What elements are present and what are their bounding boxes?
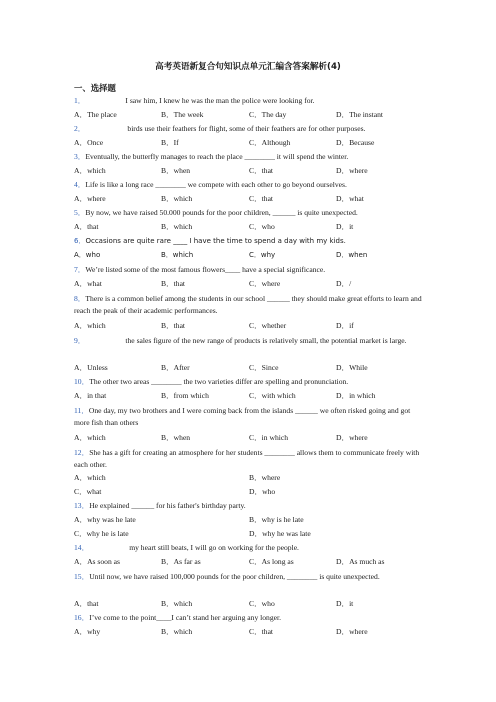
option-d[interactable]: D．Because: [336, 138, 375, 147]
question-number: 9．: [74, 336, 86, 345]
question-text: She has a gift for creating an atmosphere for her students ________ allows them to communicate freely with each other.: [74, 448, 420, 469]
page-title: 高考英语新复合句知识点单元汇编含答案解析(4): [155, 62, 341, 72]
question-7: [74, 266, 424, 274]
question-number: 6．: [74, 237, 86, 245]
question-number: 4．: [74, 180, 86, 189]
question-13: [74, 502, 424, 510]
option-d[interactable]: D．if: [336, 321, 354, 330]
option-b[interactable]: B．when: [161, 433, 191, 442]
question-text: He explained ______ for his father's birthday party.: [89, 501, 246, 510]
option-c[interactable]: C．who: [249, 222, 275, 231]
option-c[interactable]: C．Since: [249, 363, 279, 372]
question-11: [74, 405, 424, 429]
question-number: 2．: [74, 124, 86, 133]
options-row: [74, 195, 424, 205]
option-c[interactable]: C．what: [74, 487, 102, 496]
option-d[interactable]: D．it: [336, 599, 354, 608]
options-row: [74, 558, 424, 568]
options-row: [74, 223, 424, 233]
question-16: [74, 614, 424, 622]
option-b[interactable]: B．where: [249, 473, 281, 482]
question-15: [74, 571, 424, 583]
options-row: [74, 252, 424, 262]
question-text: birds use their feathers for flight, some of their feathers are for other purposes.: [127, 124, 366, 133]
option-c[interactable]: C．with which: [249, 391, 296, 400]
option-a[interactable]: A．who: [74, 251, 101, 259]
option-b[interactable]: B．from which: [161, 391, 209, 400]
question-number: 12．: [74, 448, 90, 457]
question-number: 1．: [74, 96, 86, 105]
option-c[interactable]: C．that: [249, 627, 274, 636]
options-row: [74, 280, 424, 290]
option-d[interactable]: D．when: [336, 251, 368, 259]
question-number: 10．: [74, 377, 90, 386]
question-number: 3．: [74, 152, 86, 161]
option-d[interactable]: D．/: [336, 279, 352, 288]
option-b[interactable]: B．which: [161, 194, 193, 203]
option-d[interactable]: D．who: [249, 487, 276, 496]
question-number: 16．: [74, 613, 90, 622]
option-a[interactable]: A．Unless: [74, 363, 108, 372]
option-a[interactable]: A．why: [74, 627, 101, 636]
option-b[interactable]: B．which: [161, 599, 193, 608]
options-row: [74, 474, 424, 484]
option-d[interactable]: D．As much as: [336, 557, 385, 566]
option-a[interactable]: A．The place: [74, 110, 117, 119]
option-b[interactable]: B．when: [161, 166, 191, 175]
option-a[interactable]: A．which: [74, 433, 106, 442]
option-c[interactable]: C．who: [249, 599, 275, 608]
option-a[interactable]: A．where: [74, 194, 106, 203]
question-number: 8．: [74, 294, 86, 303]
option-d[interactable]: D．in which: [336, 391, 376, 400]
option-c[interactable]: C．why he is late: [74, 529, 129, 538]
option-d[interactable]: D．where: [336, 627, 368, 636]
options-row: [74, 322, 424, 332]
option-a[interactable]: A．which: [74, 321, 106, 330]
options-row: [74, 392, 424, 402]
options-row: [74, 139, 424, 149]
option-d[interactable]: D．While: [336, 363, 368, 372]
question-number: 14．: [74, 543, 90, 552]
option-c[interactable]: C．why: [249, 251, 276, 259]
question-number: 7．: [74, 265, 86, 274]
question-text: Until now, we have raised 100,000 pounds for the poor children, ________ is quite unexpected.: [89, 572, 380, 581]
option-a[interactable]: A．Once: [74, 138, 104, 147]
option-b[interactable]: B．which: [161, 222, 193, 231]
question-12: [74, 447, 424, 471]
option-a[interactable]: A．in that: [74, 391, 107, 400]
question-text: The other two areas ________ the two varieties differ are spelling and pronunciation.: [89, 377, 349, 386]
option-c[interactable]: C．where: [249, 279, 281, 288]
question-text: Eventually, the butterfly manages to reach the place ________ it will spend the winter.: [85, 152, 349, 161]
option-c[interactable]: C．that: [249, 166, 274, 175]
options-row: [74, 600, 424, 610]
option-a[interactable]: A．As soon as: [74, 557, 120, 566]
option-b[interactable]: B．If: [161, 138, 179, 147]
question-text: I saw him, I knew he was the man the police were looking for.: [125, 96, 315, 105]
option-c[interactable]: C．whether: [249, 321, 287, 330]
option-d[interactable]: D．where: [336, 166, 368, 175]
option-b[interactable]: B．which: [161, 627, 193, 636]
section-heading: 一、选择题: [74, 83, 116, 93]
question-4: [74, 181, 424, 189]
option-b[interactable]: B．that: [161, 279, 186, 288]
question-8: [74, 293, 424, 317]
option-b[interactable]: B．After: [161, 363, 190, 372]
question-number: 11．: [74, 406, 89, 415]
option-c[interactable]: C．that: [249, 194, 274, 203]
option-b[interactable]: B．which: [161, 251, 194, 259]
option-b[interactable]: B．As far as: [161, 557, 201, 566]
option-d[interactable]: D．it: [336, 222, 354, 231]
option-a[interactable]: A．that: [74, 222, 99, 231]
option-c[interactable]: C．As long as: [249, 557, 294, 566]
question-text: I’ve come to the point____I can’t stand her arguing any longer.: [89, 613, 282, 622]
option-b[interactable]: B．that: [161, 321, 186, 330]
question-text: We’re listed some of the most famous flowers____ have a special significance.: [85, 265, 326, 274]
option-c[interactable]: C．The day: [249, 110, 287, 119]
options-row: [74, 530, 424, 540]
option-d[interactable]: D．where: [336, 433, 368, 442]
question-1: [74, 97, 424, 105]
question-10: [74, 378, 424, 386]
option-c[interactable]: C．Although: [249, 138, 291, 147]
option-a[interactable]: A．what: [74, 279, 102, 288]
option-c[interactable]: C．in which: [249, 433, 289, 442]
question-6: [74, 238, 424, 245]
question-9: [74, 335, 424, 347]
option-a[interactable]: A．that: [74, 599, 99, 608]
question-text: One day, my two brothers and I were coming back from the islands ______ we often risked going and got more fish than others: [74, 406, 411, 427]
option-a[interactable]: A．why was he late: [74, 515, 136, 524]
question-text: By now, we have raised 50.000 pounds for the poor children, ______ is quite unexpected.: [85, 208, 358, 217]
question-text: There is a common belief among the students in our school ______ they should make great efforts to learn and reach the peak of their academic performances.: [74, 294, 422, 315]
options-row: [74, 167, 424, 177]
question-text: the sales figure of the new range of products is relatively small, the potential market is large.: [125, 336, 407, 345]
question-3: [74, 153, 424, 161]
option-d[interactable]: D．why he was late: [249, 529, 311, 538]
question-number: 5．: [74, 208, 86, 217]
option-a[interactable]: A．which: [74, 473, 106, 482]
options-row: [74, 488, 424, 498]
option-b[interactable]: B．why is he late: [249, 515, 304, 524]
options-row: [74, 516, 424, 526]
question-text: my heart still beats, I will go on working for the people.: [129, 543, 299, 552]
question-text: Occasions are quite rare ____ I have the time to spend a day with my kids.: [85, 237, 346, 245]
question-5: [74, 209, 424, 217]
question-2: [74, 125, 424, 133]
question-text: Life is like a long race ________ we compete with each other to go beyond ourselves.: [85, 180, 347, 189]
options-row: [74, 628, 424, 638]
question-14: [74, 544, 424, 552]
options-row: [74, 111, 424, 121]
option-a[interactable]: A．which: [74, 166, 106, 175]
option-d[interactable]: D．what: [336, 194, 364, 203]
options-row: [74, 434, 424, 444]
question-number: 15．: [74, 572, 90, 581]
option-b[interactable]: B．The week: [161, 110, 204, 119]
option-d[interactable]: D．The instant: [336, 110, 384, 119]
options-row: [74, 364, 424, 374]
question-number: 13．: [74, 501, 90, 510]
